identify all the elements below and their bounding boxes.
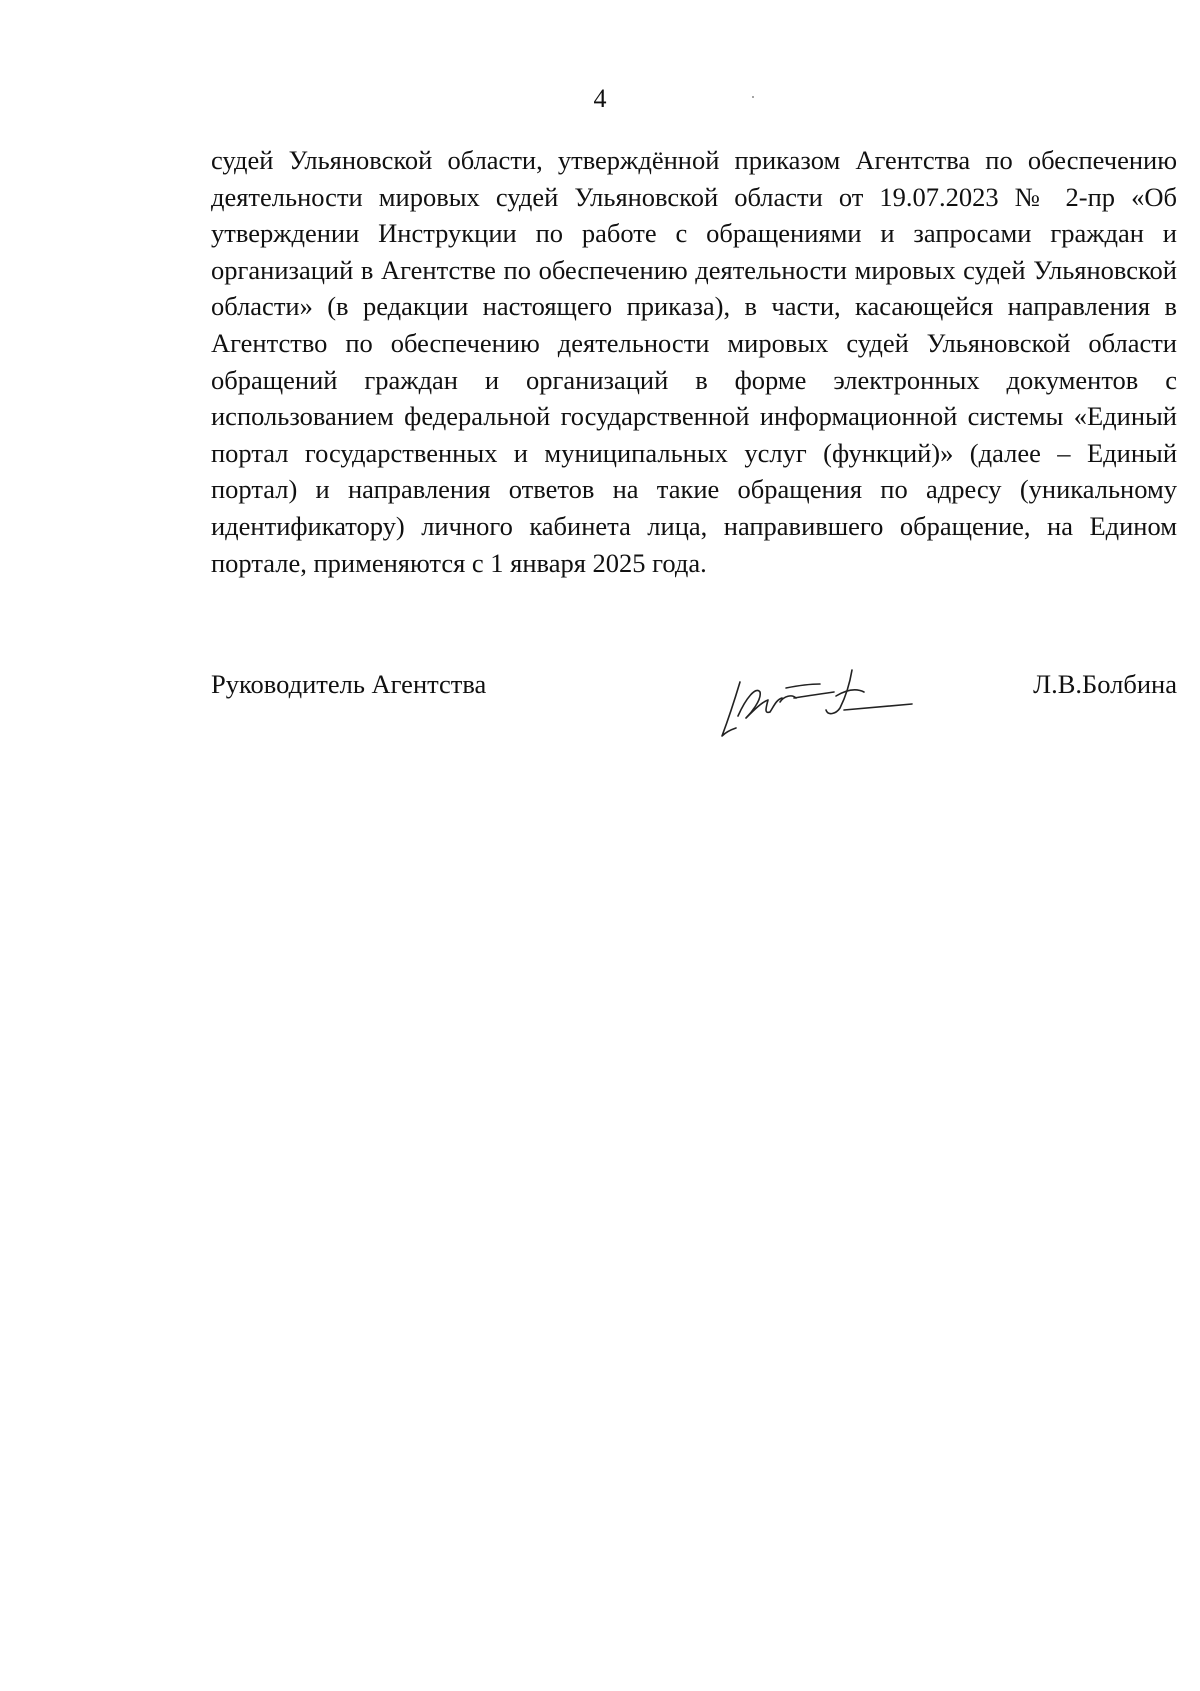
signature-block (211, 666, 1177, 746)
signer-name: Л.В.Болбина (1033, 669, 1177, 699)
body-paragraph: судей Ульяновской области, утверждённой приказом Агентства по обеспечению деятельности мировых судей Ульяновской области от 19.07.2023 № 2-пр «Об утверждении Инструкции по работе с обращениями и запросами граждан и организаций в Агентстве по обеспечению деятельности мировых судей Ульяновской области» (в редакции настоящего приказа), в части, касающейся направления в Агентство по обеспечению деятельности мировых судей Ульяновской области обращений граждан и организаций в форме электронных документов с использованием федеральной государственной информационной системы «Единый портал государственных и муниципальных услуг (функций)» (далее – Единый портал) и направления ответов на такие обращения по адресу (уникальному идентификатору) личного кабинета лица, направившего обращение, на Едином портале, применяются с 1 января 2025 года. (211, 145, 1177, 578)
page-number: 4 (593, 84, 607, 113)
scan-artifact (752, 96, 754, 98)
handwritten-signature-icon (716, 658, 926, 748)
signer-position: Руководитель Агентства (211, 669, 487, 699)
